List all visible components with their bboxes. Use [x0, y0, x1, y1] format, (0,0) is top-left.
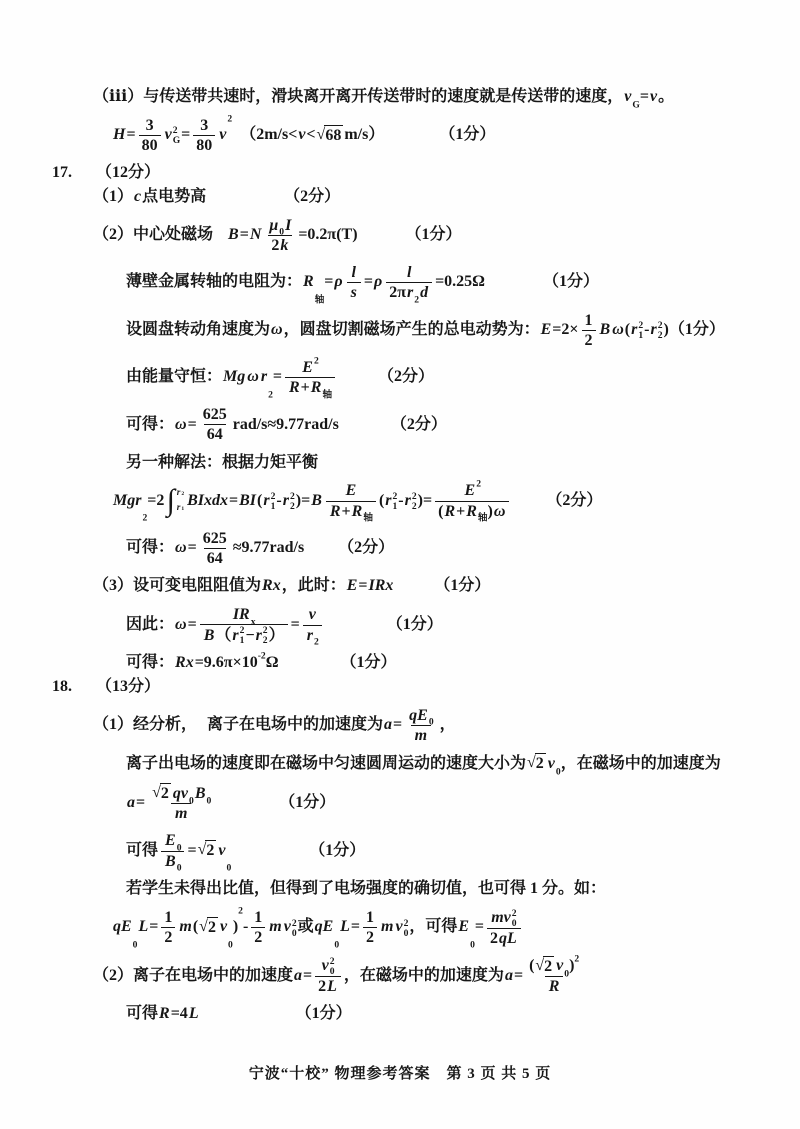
math-variable: BI — [239, 491, 257, 509]
fraction — [200, 529, 230, 568]
math-variable: r — [631, 320, 638, 338]
numerator: ( √ 2 v 0 ) 2 — [529, 953, 580, 979]
stack-sup: 2 — [657, 320, 663, 332]
denominator: R + R 轴 — [285, 377, 335, 397]
stack-sub: 0 — [511, 917, 517, 929]
denominator: 80 — [139, 135, 161, 155]
sub-sup-stack — [330, 957, 335, 977]
numerator: 1 — [366, 909, 375, 927]
math-variable: R — [303, 273, 314, 291]
math-variable: B — [203, 626, 215, 644]
math-variable: m — [174, 805, 188, 823]
stack-sub: 2 — [262, 635, 268, 647]
stack-sup: 2 — [291, 917, 297, 929]
math-variable: a — [127, 793, 135, 811]
radicand: 2 — [207, 917, 218, 939]
math-variable: v — [283, 918, 291, 936]
fraction — [251, 908, 265, 947]
math-variable: E — [345, 482, 357, 500]
math-variable: IR — [232, 605, 250, 623]
radical-sign-icon: √ — [316, 125, 326, 143]
radicand: 2 — [205, 840, 216, 862]
math-variable: r — [650, 320, 657, 338]
math-variable: r — [176, 502, 181, 513]
sub-sup-stack — [393, 492, 398, 512]
subscript: 2 — [142, 512, 148, 524]
stack-sup: 2 — [392, 491, 398, 503]
radicand: 2 — [160, 785, 169, 803]
stack-sup: 2 — [638, 320, 644, 332]
math-variable: IRx — [368, 577, 394, 595]
answer-lines — [0, 84, 725, 1028]
formula-18-2-result: 可得 R =4 L （1分） — [126, 1004, 725, 1025]
subscript: 1 — [181, 505, 185, 512]
fraction — [161, 831, 184, 874]
math-variable: N — [249, 226, 262, 244]
math-variable: m — [414, 727, 428, 745]
denominator: 64 — [204, 548, 226, 568]
radical-sign-icon: √ — [197, 841, 207, 859]
sub-sup-stack — [271, 492, 276, 512]
math-variable: Mgr — [113, 491, 142, 509]
superscript: -2 — [257, 650, 266, 662]
math-variable: v — [649, 88, 658, 105]
math-variable: c — [134, 187, 142, 205]
radical-sign-icon: √ — [535, 956, 545, 974]
math-variable: ω — [247, 368, 259, 386]
radical — [527, 753, 546, 775]
formula-17-2-energy-conservation: 由能量守恒： Mg ω r 2 = E 2 R + R 轴 （2分） — [126, 355, 435, 401]
math-variable: qv — [172, 784, 189, 802]
stack-sub: 0 — [403, 927, 409, 939]
math-variable: v — [218, 841, 226, 859]
math-variable: mv — [491, 909, 511, 927]
fraction — [265, 216, 295, 255]
formula-17-2-omega-result: 可得： ω = $\frac{625}{64}$ rad/s≈9.77rad/s （2分） — [126, 406, 447, 444]
subscript: 2 — [268, 389, 273, 401]
subscript: x — [250, 615, 256, 627]
math-variable: v — [395, 918, 403, 936]
subscript: 0 — [189, 795, 194, 807]
numerator: 625 — [202, 529, 227, 547]
math-variable: E — [346, 577, 358, 595]
fraction — [435, 478, 509, 524]
subscript: 0 — [228, 939, 233, 951]
radical — [198, 840, 217, 862]
math-variable: v — [624, 88, 632, 105]
math-variable: v — [219, 918, 228, 936]
numerator: 1 — [164, 909, 173, 927]
stack-sup: 2 — [239, 625, 245, 637]
sub-sup-stack — [263, 626, 268, 646]
math-variable: ρ — [334, 273, 343, 291]
stack-sup: 2 — [329, 956, 335, 968]
denominator: 80 — [193, 135, 215, 155]
radical-sign-icon: √ — [527, 754, 536, 772]
subscript: 0 — [226, 862, 232, 874]
denominator — [545, 976, 564, 996]
math-variable: R — [548, 978, 560, 996]
math-variable: R — [310, 379, 322, 397]
radicand: 68 — [324, 125, 343, 147]
subscript: 轴 — [363, 512, 373, 524]
math-variable: m — [269, 918, 282, 936]
formula-18-1-energy: qE 0 L = $\frac{1}{2}$ m ( √ 2 v 0 ) 2 - $\frac{1}{2}$ m v 2 0 或 qE 0 L = $\frac{1}{2}$ m v 2 0 ，可得 E 0 = mv 2 0 2 qL — [112, 908, 725, 948]
formula-17-2-magnetic-field: （2）中心处磁场 B = N μ 0 I 2 k =0.2π(T) （1分） — [93, 216, 462, 254]
subscript: 0 — [279, 226, 285, 238]
math-variable: R — [444, 502, 456, 520]
math-variable: Rx — [262, 577, 281, 595]
math-variable: r — [255, 626, 262, 644]
page-footer: 宁波“十校” 物理参考答案 第 3 页 共 5 页 — [248, 1066, 552, 1082]
denominator: ( R + R 轴 ) ω — [435, 501, 509, 521]
fraction — [526, 953, 582, 996]
sub-sup-stack — [404, 919, 409, 939]
text-17-2-alt-method: 另一种解法：根据力矩平衡 — [126, 453, 319, 471]
numerator — [298, 355, 321, 377]
stack-sup: 2 — [289, 491, 295, 503]
numerator — [305, 605, 320, 624]
fraction — [315, 956, 341, 996]
radical-sign-icon: √ — [199, 917, 208, 935]
denominator — [303, 625, 322, 648]
math-variable: r — [282, 491, 289, 509]
numerator — [403, 263, 415, 282]
denominator: 2 — [363, 927, 377, 947]
math-variable: m — [381, 918, 394, 936]
fraction — [487, 908, 521, 948]
formula-17-2-omega-result-2: 可得： ω = $\frac{625}{64}$ ≈9.77rad/s （2分） — [126, 529, 395, 567]
formula-18-1-accel-magnetic: a = √ 2 qv 0 B 0 m （1分） — [127, 784, 336, 823]
numerator — [405, 706, 436, 728]
numerator — [265, 216, 295, 238]
math-variable: s — [350, 284, 357, 302]
math-variable: v — [219, 126, 227, 144]
numerator — [342, 481, 361, 500]
math-variable: L — [340, 918, 350, 936]
math-variable: l — [351, 264, 356, 282]
math-variable: R — [288, 379, 300, 397]
numerator — [229, 605, 259, 627]
math-variable: L — [138, 918, 149, 936]
fraction — [405, 706, 436, 745]
stack-sup: 2 — [511, 907, 517, 919]
math-variable: H — [113, 126, 126, 144]
sub-sup-stack — [412, 492, 417, 512]
math-variable: r — [306, 626, 313, 644]
numerator — [461, 478, 484, 500]
fraction — [139, 116, 161, 155]
math-variable: ω — [612, 320, 624, 338]
denominator: B （ r 2 1 − r 2 2 ） — [200, 624, 288, 645]
fraction — [326, 481, 376, 524]
math-variable: v — [321, 957, 329, 975]
math-variable: a — [504, 966, 513, 984]
subscript: 0 — [555, 766, 561, 778]
math-variable: r — [260, 368, 268, 386]
subscript: 0 — [176, 842, 182, 854]
math-variable: r — [404, 491, 411, 509]
superscript: 2 — [227, 113, 233, 125]
math-variable: r — [407, 284, 414, 302]
subscript: 0 — [334, 939, 340, 951]
denominator: R + R 轴 — [326, 501, 376, 521]
math-variable: R — [351, 502, 363, 520]
math-variable: qE — [113, 918, 132, 936]
math-variable: BIxdx — [187, 491, 228, 509]
item-17-header: 17. （12分） — [52, 164, 161, 182]
math-variable: r — [176, 488, 181, 499]
radical-sign-icon: √ — [152, 784, 161, 802]
stack-sub: 0 — [329, 966, 335, 978]
math-variable: l — [406, 264, 412, 282]
denominator: 2 k — [268, 235, 292, 255]
math-variable: E — [302, 358, 313, 376]
math-variable: qE — [409, 706, 428, 724]
stack-sub: 0 — [291, 927, 297, 939]
numerator: 1 — [254, 909, 263, 927]
stack-sup: 2 — [270, 491, 276, 503]
math-variable: ρ — [374, 273, 383, 291]
math-variable: B — [599, 320, 611, 338]
stack-sub: 1 — [270, 501, 276, 513]
math-variable: Rx — [175, 654, 194, 672]
fraction — [148, 783, 214, 823]
stack-sup: 2 — [411, 491, 417, 503]
fraction — [303, 605, 322, 648]
radicand: 2 — [544, 957, 553, 975]
fraction — [200, 405, 230, 444]
math-variable: ω — [175, 415, 187, 433]
radical — [199, 917, 218, 939]
formula-18-2-accel: （2）离子在电场中的加速度 a = v 2 0 2 L ，在磁场中的加速度为 a = ( √ 2 v 0 ) 2 R — [93, 956, 725, 996]
denominator: 2 L — [315, 976, 341, 996]
math-variable: ω — [271, 320, 283, 338]
subscript: 2 — [313, 636, 319, 648]
integral — [166, 483, 185, 518]
superscript: 2 — [238, 905, 243, 917]
subscript: 0 — [428, 716, 434, 728]
fraction — [347, 263, 361, 302]
formula-H-height: H = $\frac{3}{80}$ v 2 G = $\frac{3}{80}$ v 2 （2m/s< v < √ 68 m/s） （1分） — [113, 113, 496, 154]
subscript: 2 — [181, 491, 185, 498]
numerator: 3 — [200, 116, 209, 134]
answer-17-3-setup: （3）设可变电阻阻值为 Rx ，此时： E = IRx （1分） — [93, 576, 725, 597]
stack-sub: G — [172, 135, 181, 147]
formula-18-1-accel-field: （1）经分析， 离子在电场中的加速度为 a = qE 0 m ， — [93, 706, 456, 745]
sub-sup-stack — [512, 909, 517, 929]
subscript: 轴 — [477, 512, 488, 524]
math-variable: v — [556, 957, 564, 975]
formula-17-2-shaft-resistance: 薄壁金属转轴的电阻为： R 轴 = ρ $\frac{l}{s}$ = ρ l 2π r 2 d =0.25Ω （1分） — [126, 264, 600, 306]
sub-sup-stack — [292, 919, 297, 939]
math-variable: a — [294, 966, 303, 984]
stack-sub: 2 — [411, 501, 417, 513]
stack-sub: 2 — [657, 330, 663, 342]
math-variable: E — [464, 482, 476, 500]
math-variable: E — [458, 918, 470, 936]
lower-limit — [176, 504, 184, 513]
subscript: 2 — [414, 294, 420, 306]
denominator — [171, 803, 191, 823]
math-variable: L — [188, 1005, 199, 1023]
math-variable: r — [232, 626, 239, 644]
math-variable: v — [547, 754, 555, 772]
math-variable: B — [228, 226, 239, 244]
text-18-1-speed: 离子出电场的速度即在磁场中匀速圆周运动的速度大小为 √ 2 v 0 ，在磁场中的加速度为 — [126, 754, 721, 778]
math-variable: B — [194, 784, 206, 802]
denominator — [347, 282, 361, 302]
numerator — [318, 956, 339, 976]
stack-sub: 1 — [638, 330, 644, 342]
superscript: 2 — [574, 953, 580, 965]
math-variable: a — [384, 716, 393, 734]
math-variable: ω — [493, 502, 506, 520]
line-iii-conveyor-speed: （ⅲ）与传送带共速时，滑块离开离开传送带时的速度就是传送带的速度， v G = v 。 — [93, 88, 675, 111]
math-variable: d — [420, 284, 429, 302]
subscript: 0 — [176, 862, 182, 874]
denominator: 2 — [582, 330, 596, 350]
stack-sup: 2 — [262, 625, 268, 637]
fraction — [193, 116, 215, 155]
math-variable: μ — [269, 216, 279, 234]
numerator — [487, 908, 520, 928]
formula-17-3-omega: 因此： ω = IR x B （ r 2 1 − r 2 2 ） = v r 2 （1分） — [126, 605, 443, 648]
sub-sup-stack — [658, 321, 663, 341]
fraction — [363, 908, 377, 947]
math-variable: R — [329, 502, 341, 520]
stack-sub: 2 — [289, 501, 295, 513]
numerator: 3 — [145, 116, 154, 134]
radical — [535, 956, 554, 976]
radicand: 2 — [535, 753, 546, 775]
stack-sup: 2 — [172, 125, 178, 137]
math-variable: k — [280, 236, 289, 254]
math-variable: r — [385, 491, 392, 509]
math-variable: E — [165, 832, 176, 850]
item-18-header: 18. （13分） — [52, 678, 161, 696]
fraction — [161, 908, 175, 947]
fraction — [285, 355, 335, 401]
math-variable: I — [285, 216, 292, 234]
math-variable: v — [164, 126, 172, 144]
superscript: 2 — [313, 355, 319, 367]
math-variable: E — [540, 320, 552, 338]
upper-limit — [176, 489, 184, 498]
denominator: 2π r 2 d — [386, 282, 432, 302]
denominator: 64 — [204, 424, 226, 444]
fraction — [582, 311, 596, 350]
text-18-1-note: 若学生未得出比值，但得到了电场强度的确切值，也可得 1 分。如： — [126, 879, 607, 897]
math-variable: L — [327, 978, 337, 996]
subscript: 轴 — [314, 294, 325, 306]
math-variable: ω — [175, 615, 187, 633]
sub-sup-stack — [638, 321, 643, 341]
radical — [317, 125, 344, 147]
math-variable: v — [298, 126, 306, 144]
math-variable: m — [179, 918, 192, 936]
math-variable: R — [466, 502, 477, 520]
math-variable: B — [311, 491, 322, 509]
fraction — [386, 263, 432, 306]
formula-18-1-ratio: 可得 E 0 B 0 = √ 2 v 0 （1分） — [126, 832, 366, 874]
radical — [152, 783, 171, 803]
formula-17-2-torque-balance: Mgr 2 =2 ∫ r2 r1 BIxdx = BI ( r 2 1 - r 2 2 )= B E R + R 轴 ( r 2 1 - r 2 2 )= E 2 ( R + R 轴 ) ω （2分） — [113, 478, 603, 524]
subscript: 0 — [132, 939, 138, 951]
numerator: 625 — [202, 406, 227, 424]
math-variable: qL — [499, 929, 517, 947]
math-variable: r — [263, 491, 270, 509]
denominator: 2 qL — [487, 928, 521, 948]
numerator — [348, 263, 360, 282]
numerator: 1 — [584, 311, 593, 329]
math-variable: R — [159, 1005, 170, 1023]
math-variable: qE — [314, 918, 334, 936]
math-variable: Mg — [223, 368, 246, 386]
answer-17-1: （1） c 点电势高 （2分） — [93, 187, 725, 208]
sub-sup-stack — [290, 492, 295, 512]
math-variable: B — [165, 852, 176, 870]
sub-sup-stack — [240, 626, 245, 646]
sub-sup-stack — [173, 127, 180, 147]
superscript: 2 — [476, 478, 481, 490]
subscript: 0 — [564, 967, 570, 979]
integral-limits — [175, 488, 184, 514]
stack-sub: 1 — [392, 501, 398, 513]
formula-17-2-emf: 设圆盘转动角速度为 ω ，圆盘切割磁场产生的总电动势为： E =2× $\frac{1}{2}$ B ω ( r 2 1 - r 2 2 )（1分） — [126, 311, 725, 349]
subscript: 0 — [206, 795, 212, 807]
subscript: 轴 — [322, 389, 333, 401]
denominator: 2 — [251, 927, 265, 947]
stack-sup: 2 — [403, 917, 409, 929]
math-variable: v — [308, 606, 316, 624]
denominator — [161, 851, 184, 874]
stack-sub: 1 — [239, 635, 245, 647]
fraction — [200, 605, 288, 645]
subscript: 0 — [470, 939, 475, 951]
numerator — [161, 831, 184, 854]
numerator — [148, 783, 214, 807]
denominator: 2 — [161, 927, 175, 947]
subscript: G — [632, 99, 640, 111]
denominator — [411, 725, 431, 745]
formula-17-3-rx-result: 可得： Rx =9.6π×10 -2 Ω （1分） — [126, 653, 725, 674]
integral-sign-icon: ∫ — [166, 483, 175, 518]
math-variable: ω — [175, 539, 187, 557]
